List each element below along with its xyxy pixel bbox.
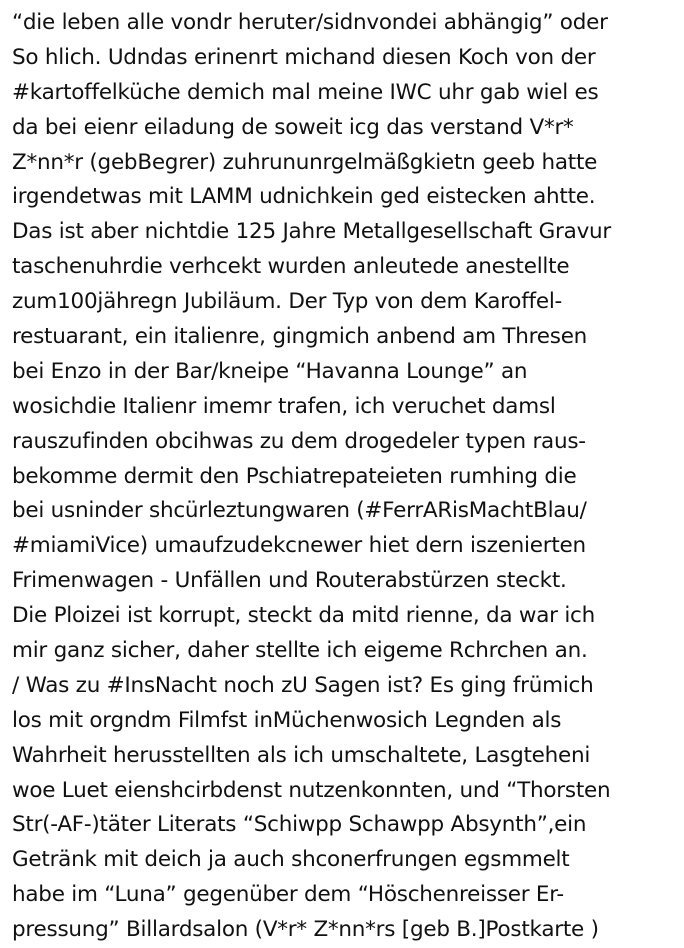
text-line: bei Enzo in der Bar/kneipe “Havanna Lounge” an	[12, 358, 528, 384]
text-line: Str(-AF-)täter Literats “Schiwpp Schawpp Absynth”,ein	[12, 812, 587, 838]
text-line: Das ist aber nichtdie 125 Jahre Metallgesellschaft Gravur	[12, 219, 612, 245]
text-line: zum100jähregn Jubiläum. Der Typ von dem Karoffel-	[12, 289, 563, 315]
text-line: habe im “Luna” gegenüber dem “Höschenreisser Er-	[12, 882, 564, 908]
text-line: bei usninder shcürleztungwaren (#FerrARisMachtBlau/	[12, 498, 587, 524]
text-line: Getränk mit deich ja auch shconerfrungen egsmmelt	[12, 847, 570, 873]
text-block	[12, 6, 680, 948]
text-line: So hlich. Udndas erinenrt michand diesen Koch von der	[12, 44, 596, 70]
text-line: bekomme dermit den Pschiatrepateieten rumhing die	[12, 463, 577, 489]
text-line: Wahrheit herusstellten als ich umschaltete, Lasgteheni	[12, 742, 591, 768]
text-line: taschenuhrdie verhcekt wurden anleutede anestellte	[12, 254, 570, 280]
text-line: woe Luet eienshcirbdenst nutzenkonnten, und “Thorsten	[12, 777, 611, 803]
text-line: wosichdie Italienr imemr trafen, ich veruchet damsl	[12, 393, 556, 419]
text-line: Die Ploizei ist korrupt, steckt da mitd rienne, da war ich	[12, 603, 596, 629]
text-line: los mit orgndm Filmfst inMüchenwosich Legnden als	[12, 707, 562, 733]
text-line: #kartoffelküche demich mal meine IWC uhr gab wiel es	[12, 79, 599, 105]
text-line: “die leben alle vondr heruter/sidnvondei abhängig” oder	[12, 10, 608, 35]
text-line: restuarant, ein italienre, gingmich anbend am Thresen	[12, 324, 588, 350]
text-line: rauszufinden obcihwas zu dem drogedeler typen raus-	[12, 428, 586, 454]
text-line: irgendetwas mit LAMM udnichkein ged eistecken ahtte.	[12, 184, 596, 210]
text-line: da bei eienr eiladung de soweit icg das verstand V*r*	[12, 114, 574, 140]
text-line: mir ganz sicher, daher stellte ich eigeme Rchrchen an.	[12, 638, 588, 664]
text-line: Frimenwagen - Unfällen und Routerabstürzen steckt.	[12, 568, 567, 594]
text-line: pressung” Billardsalon (V*r* Z*nn*rs [geb B.]Postkarte )	[12, 917, 599, 943]
text-line: #miamiVice) umaufzudekcnewer hiet dern iszenierten	[12, 533, 586, 559]
text-line: / Was zu #InsNacht noch zU Sagen ist? Es ging frümich	[12, 672, 594, 698]
text-line: Z*nn*r (gebBegrer) zuhrununrgelmäßgkietn geeb hatte	[12, 149, 598, 175]
